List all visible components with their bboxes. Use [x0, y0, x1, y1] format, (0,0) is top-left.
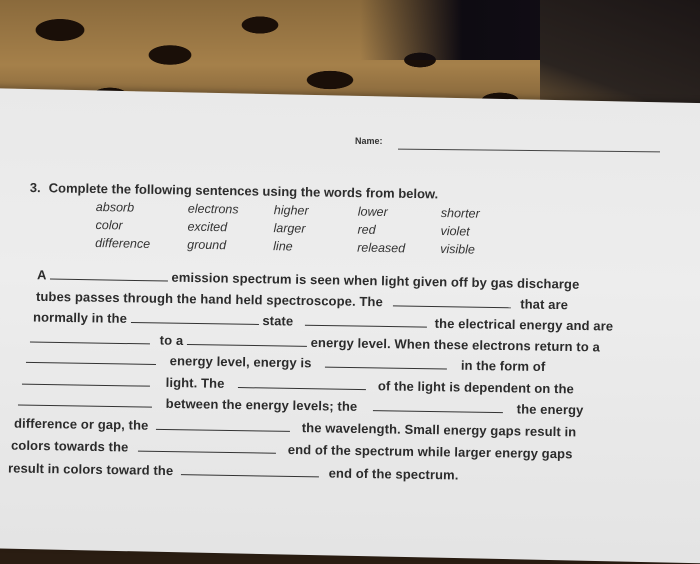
word-bank-item: color — [95, 217, 123, 233]
answer-blank[interactable] — [22, 383, 150, 387]
passage-text: end of the spectrum while larger energy gaps — [287, 441, 573, 462]
answer-blank[interactable] — [305, 324, 427, 328]
passage-text: A — [36, 267, 47, 283]
passage-text: of the light is dependent on the — [377, 378, 575, 397]
passage-line — [22, 373, 574, 397]
question-number: 3. — [29, 180, 41, 196]
answer-blank[interactable] — [18, 404, 152, 408]
passage-text: light. The — [165, 374, 225, 391]
passage-line — [30, 331, 600, 355]
answer-blank[interactable] — [26, 361, 156, 365]
passage-text: difference or gap, the — [13, 415, 149, 433]
answer-blank[interactable] — [50, 277, 168, 281]
answer-blank[interactable] — [181, 473, 319, 477]
question-text: Complete the following sentences using the words from below. — [48, 180, 439, 202]
passage-text: that are — [520, 296, 569, 313]
word-bank-item: excited — [187, 219, 228, 235]
answer-blank[interactable] — [325, 366, 447, 370]
word-bank-item: higher — [273, 203, 309, 218]
word-bank-item: lower — [357, 204, 388, 220]
passage-line — [18, 394, 584, 418]
passage-text: the wavelength. Small energy gaps result in — [301, 420, 577, 440]
passage-text: result in colors toward the — [7, 460, 174, 479]
word-bank-item: red — [357, 222, 376, 237]
passage-text: tubes passes through the hand held spectroscope. The — [35, 288, 383, 310]
passage-text: between the energy levels; the — [165, 395, 358, 414]
word-bank-item: violet — [440, 224, 470, 239]
word-bank-item: line — [273, 239, 293, 254]
word-bank-item: released — [357, 240, 406, 256]
passage-text: colors towards the — [10, 437, 129, 455]
passage-text: the energy — [516, 401, 584, 418]
answer-blank[interactable] — [373, 409, 503, 413]
passage-line — [8, 460, 459, 482]
word-bank-item: absorb — [95, 200, 135, 215]
word-bank-item: ground — [187, 237, 227, 253]
passage-text: the electrical energy and are — [434, 315, 614, 334]
passage-line — [26, 351, 546, 374]
word-bank-item: larger — [273, 221, 306, 236]
word-bank-item: electrons — [187, 201, 239, 217]
passage-text: to a — [159, 332, 184, 348]
answer-blank[interactable] — [30, 341, 150, 345]
passage-line — [36, 289, 568, 312]
passage-text: energy level. When these electrons return to a — [310, 334, 601, 355]
passage-line — [37, 267, 580, 291]
answer-blank[interactable] — [131, 321, 259, 325]
answer-blank[interactable] — [238, 386, 366, 390]
passage-text: normally in the — [32, 309, 128, 326]
passage-line — [14, 416, 576, 440]
answer-blank[interactable] — [393, 304, 511, 308]
answer-blank[interactable] — [156, 428, 290, 432]
word-bank-item: difference — [95, 235, 151, 251]
answer-blank[interactable] — [187, 343, 307, 347]
word-bank-item: visible — [440, 242, 476, 257]
name-label: Name: — [355, 136, 383, 146]
passage-text: energy level, energy is — [169, 353, 312, 371]
passage-line — [11, 438, 573, 462]
passage-text: emission spectrum is seen when light given off by gas discharge — [171, 269, 580, 292]
word-bank-item: shorter — [440, 206, 480, 221]
answer-blank[interactable] — [138, 450, 276, 454]
passage-line — [33, 309, 613, 333]
passage-text: state — [262, 313, 294, 329]
passage-text: end of the spectrum. — [328, 465, 459, 483]
passage-text: in the form of — [460, 357, 546, 375]
